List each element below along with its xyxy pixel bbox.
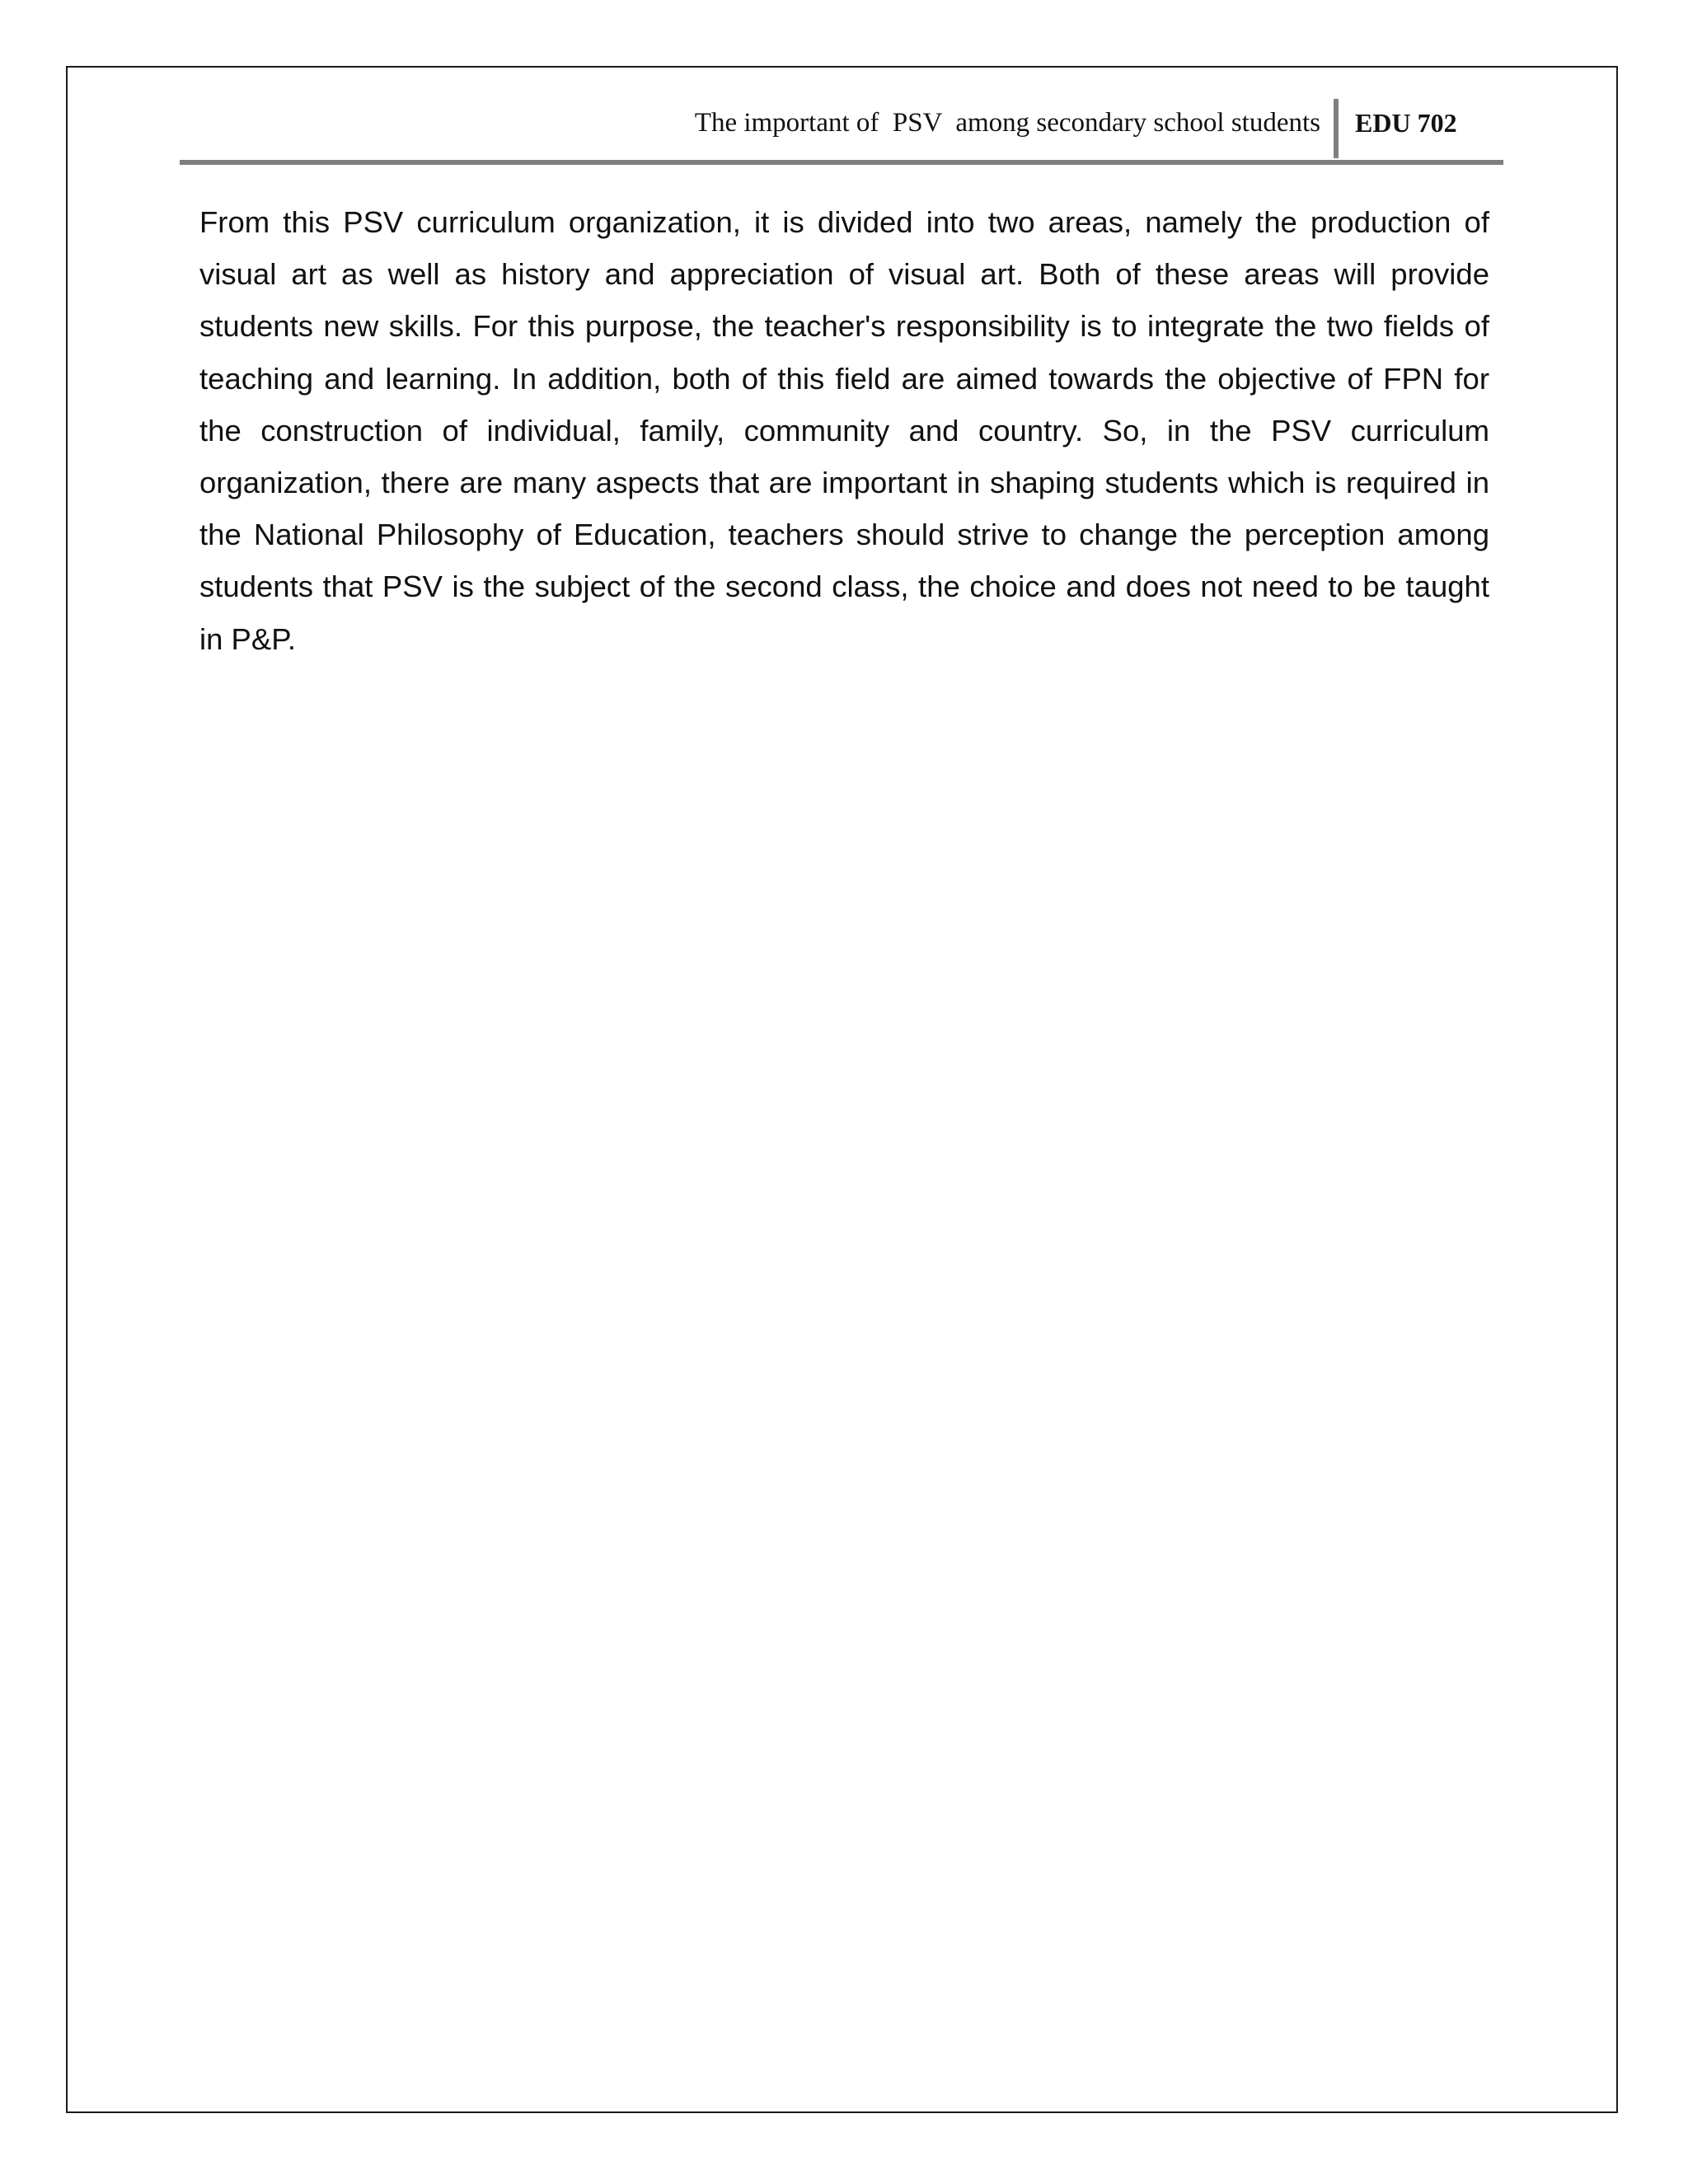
header-course-code: EDU 702 bbox=[1355, 108, 1457, 138]
header-separator bbox=[1334, 99, 1339, 158]
page-header bbox=[180, 97, 1503, 160]
header-title: The important of PSV among secondary school students bbox=[694, 108, 1320, 138]
header-rule bbox=[180, 160, 1503, 165]
body-paragraph: From this PSV curriculum organization, it is divided into two areas, namely the production of visual art as well as history and appreciation of visual art. Both of these areas will provide students new skills. For this purpose, the teacher's responsibility is to integrate the two fields of teaching and learning. In addition, both of this field are aimed towards the objective of FPN for the construction of individual, family, community and country. So, in the PSV curriculum organization, there are many aspects that are important in shaping students which is required in the National Philosophy of Education, teachers should strive to change the perception among students that PSV is the subject of the second class, the choice and does not need to be taught in P&P. bbox=[199, 205, 1489, 656]
